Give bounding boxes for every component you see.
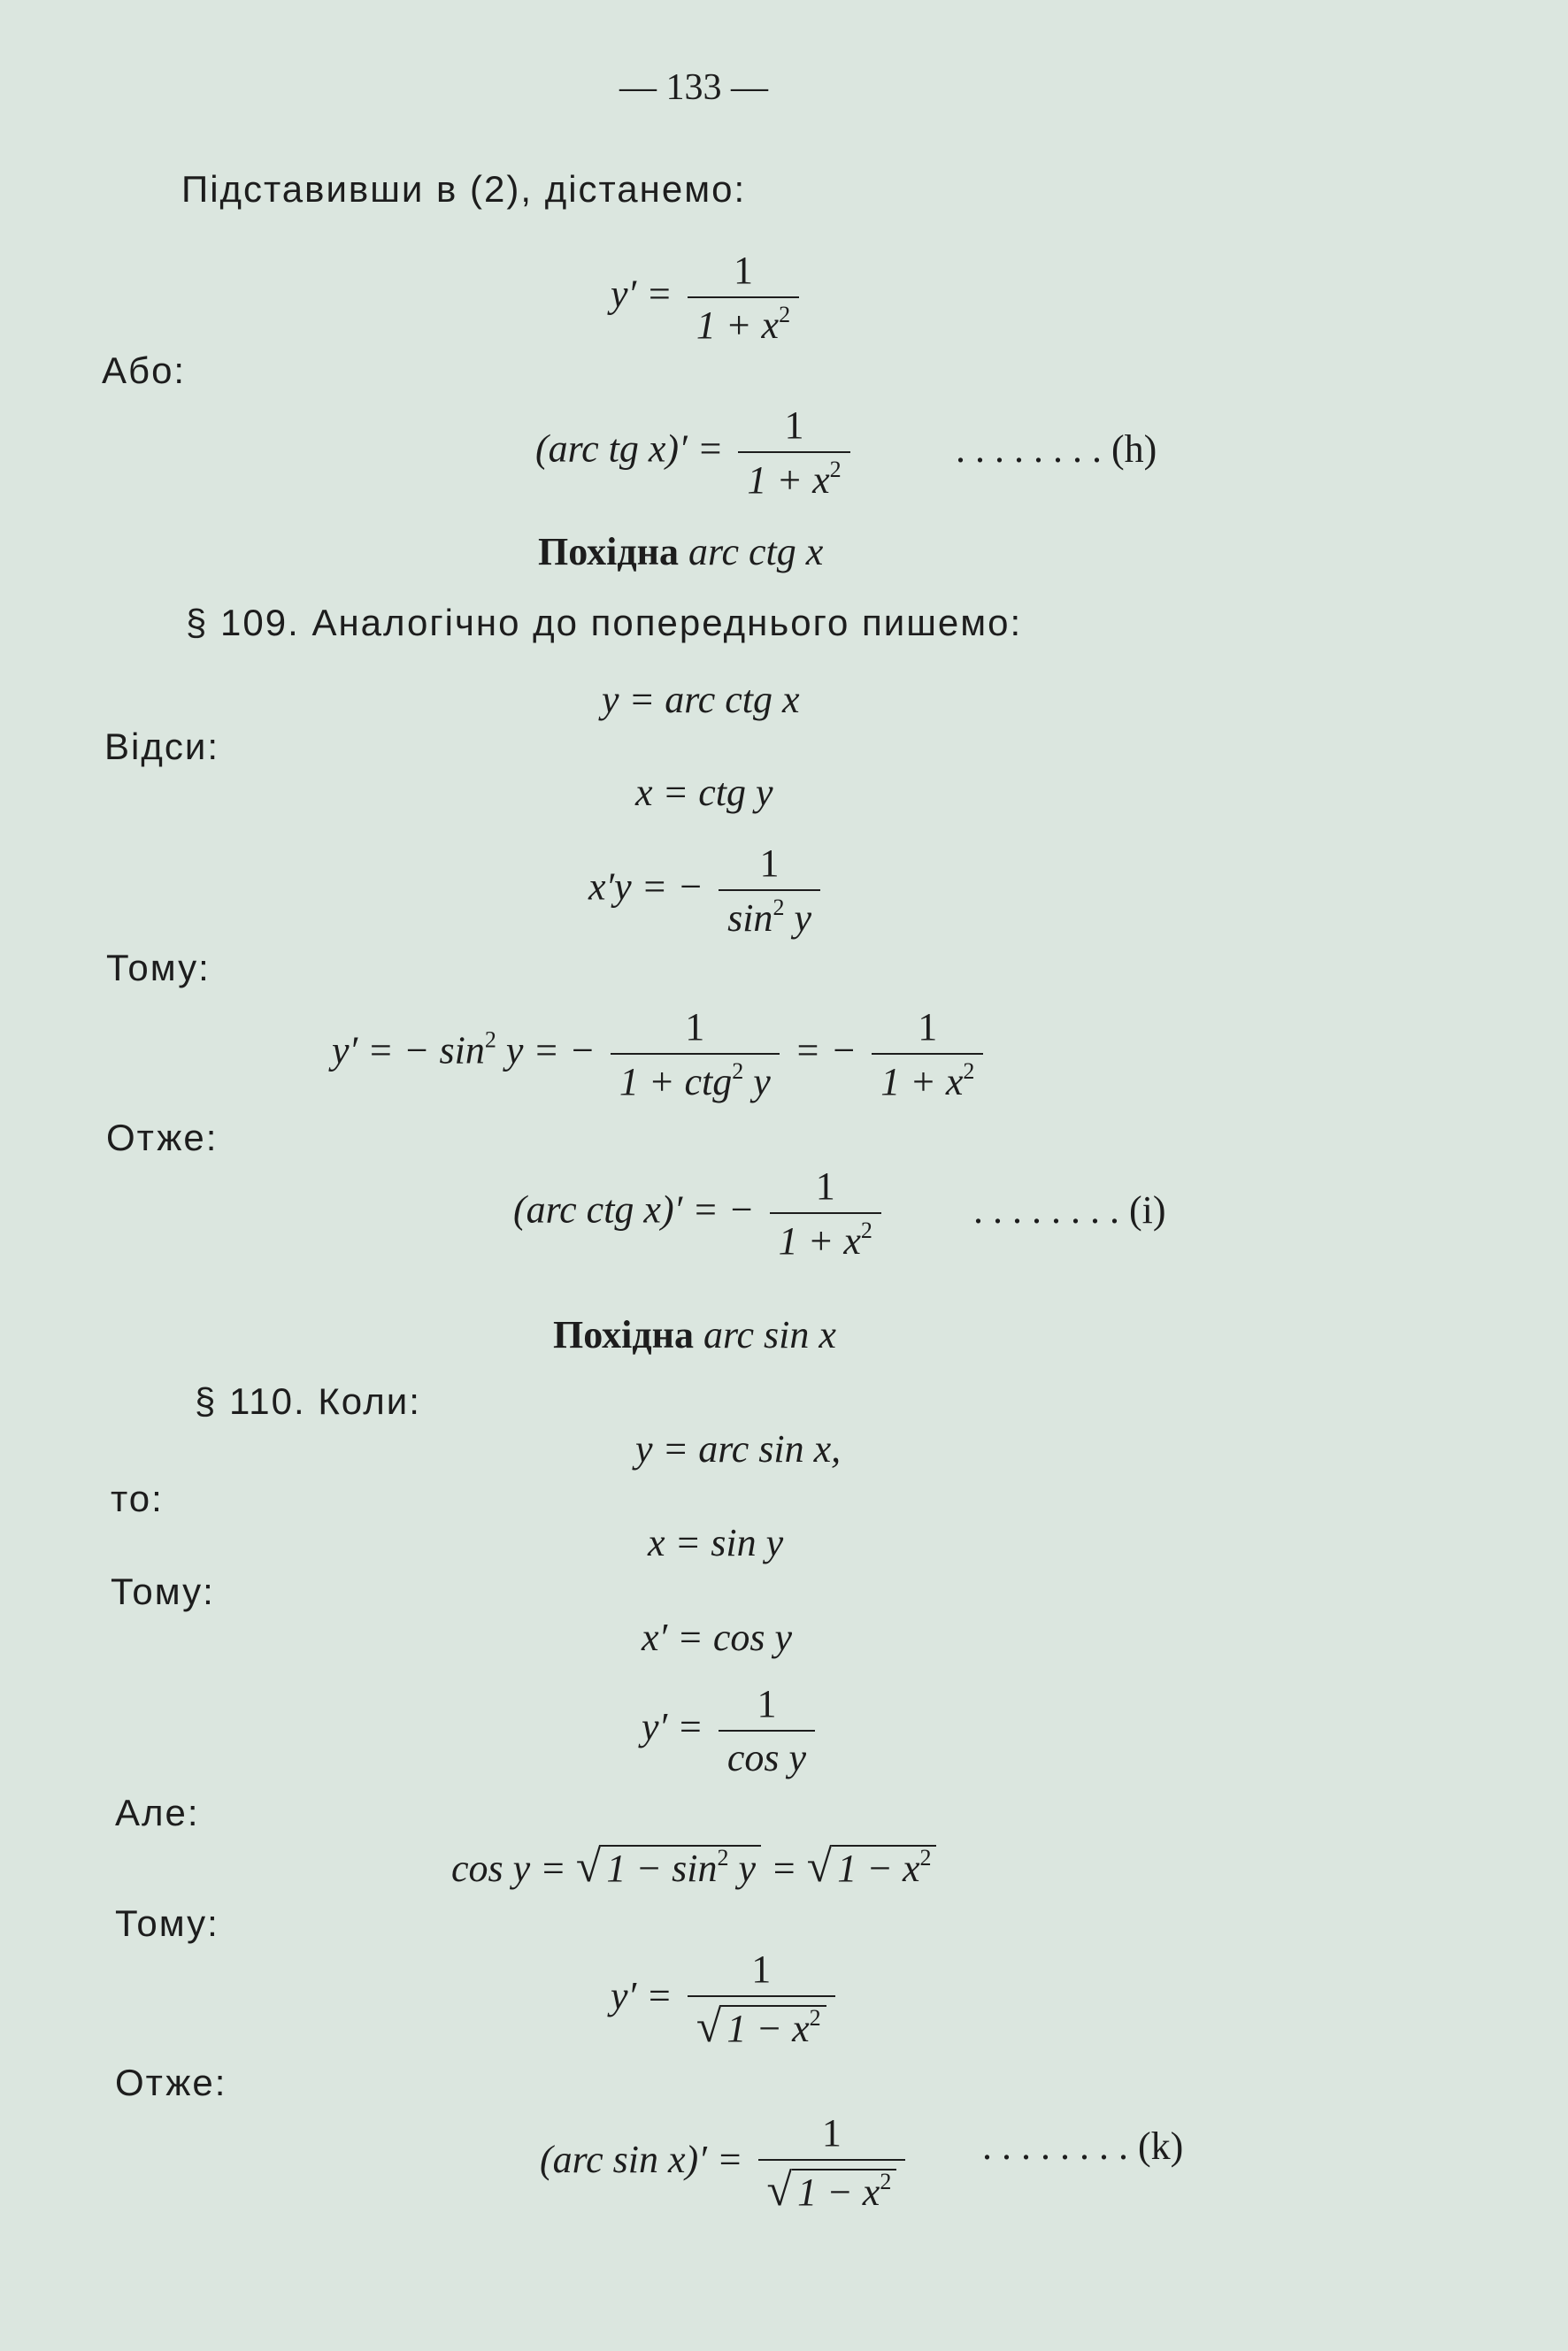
text-line-12: Отже:: [115, 2062, 227, 2103]
heading-arc-sin: Похідна arc sin x: [553, 1313, 836, 1356]
heading-arc-ctg: Похідна arc ctg x: [538, 530, 824, 573]
text-line-8: то:: [111, 1478, 164, 1519]
equation-tag-k: . . . . . . . . (k): [982, 2124, 1184, 2168]
equation-4: x = ctg y: [635, 771, 773, 814]
equation-14: (arc sin x)′ = $\frac{1}{√ 1 - x^2}$: [540, 2110, 911, 2217]
equation-tag-h: . . . . . . . . (h): [956, 427, 1157, 471]
text-line-2: Або:: [102, 350, 187, 391]
equation-6: y′ = − $\sin^2 y$ = − $\frac{1}{1 + ctg^2 y}$ = − $\frac{1}{1 + x^2}$: [332, 1004, 988, 1104]
text-line-3: § 109. Аналогічно до попереднього пишемо:: [186, 602, 1023, 643]
equation-13: y′ = $\frac{1}{√ 1 - x^2}$: [611, 1947, 841, 2053]
text-line-10: Але:: [115, 1792, 200, 1833]
text-line-1: Підставивши в (2), дістанемо:: [181, 168, 747, 210]
page-number: — 133 —: [619, 67, 768, 108]
text-line-11: Тому:: [115, 1902, 219, 1944]
equation-3: y = arc ctg x: [602, 678, 800, 721]
equation-tag-i: . . . . . . . . (i): [973, 1188, 1166, 1232]
equation-5: x′y = − $\frac{1}{\sin^2 y}$: [588, 841, 826, 941]
equation-2: (arc tg x)′ = $\frac{1}{1 + x^2}$: [535, 403, 856, 503]
equation-9: x = sin y: [648, 1521, 784, 1564]
text-line-6: Отже:: [106, 1117, 219, 1158]
equation-11: y′ = $\frac{1}{\text{cos y}}$: [642, 1681, 820, 1780]
text-line-4: Відси:: [104, 726, 219, 767]
equation-10: x′ = cos y: [642, 1616, 793, 1659]
equation-12: cos y = √ $1 - \sin^2 y$ = √ $1 - x^2$: [451, 1840, 936, 1893]
text-line-7: § 110. Коли:: [195, 1380, 421, 1422]
equation-7: (arc ctg x)′ = − $\frac{1}{1 + x^2}$: [513, 1164, 887, 1264]
text-line-9: Тому:: [111, 1571, 215, 1612]
equation-8: y = arc sin x,: [635, 1427, 842, 1471]
text-line-5: Тому:: [106, 947, 211, 988]
equation-1: y′ = $\frac{1}{1 + x^2}$: [611, 248, 804, 348]
